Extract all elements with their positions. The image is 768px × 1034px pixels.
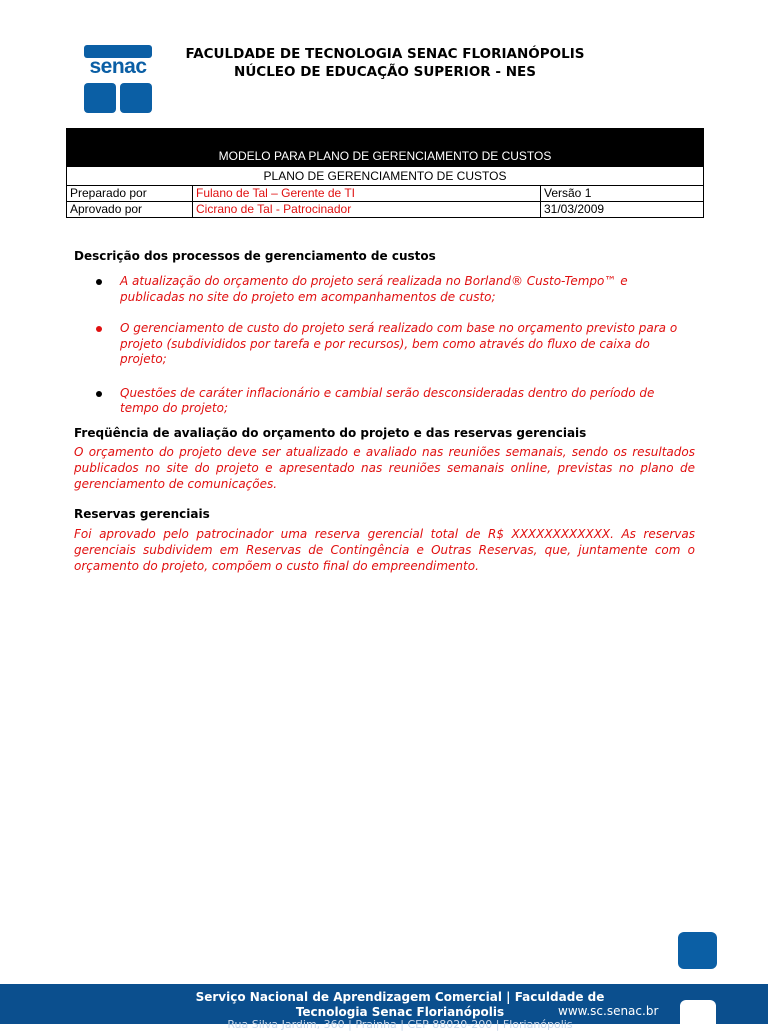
logo-square-right bbox=[120, 83, 152, 113]
prepared-by-value: Fulano de Tal – Gerente de TI bbox=[193, 186, 541, 201]
document-body bbox=[74, 248, 695, 574]
approved-by-label: Aprovado por bbox=[67, 202, 193, 217]
reserves-heading: Reservas gerenciais bbox=[74, 506, 210, 521]
prepared-by-label: Preparado por bbox=[67, 186, 193, 201]
bullet-text: Questões de caráter inflacionário e cambial serão desconsideradas dentro do período de tempo do projeto; bbox=[120, 385, 655, 415]
footer-institution: Serviço Nacional de Aprendizagem Comercial | Faculdade de Tecnologia Senac Florianópolis bbox=[195, 990, 605, 1019]
bullet-icon bbox=[96, 391, 102, 397]
model-title-bar bbox=[66, 128, 704, 166]
table-row bbox=[66, 186, 704, 202]
footer-url[interactable]: www.sc.senac.br bbox=[558, 1004, 659, 1018]
version-value: Versão 1 bbox=[544, 186, 592, 200]
list-item bbox=[74, 386, 695, 417]
institution-title: FACULDADE DE TECNOLOGIA SENAC FLORIANÓPOLIS bbox=[185, 46, 585, 62]
footer-square bbox=[680, 1000, 716, 1034]
date-value: 31/03/2009 bbox=[544, 202, 605, 216]
logo-text: senac bbox=[89, 55, 147, 78]
bullet-icon bbox=[96, 326, 102, 332]
footer-bar bbox=[0, 984, 768, 1031]
bullet-text: O gerenciamento de custo do projeto será realizado com base no orçamento previsto para o projeto (subdivididos por tarefa e por recursos), bem como através do fluxo de caixa do projeto; bbox=[120, 321, 678, 366]
model-title: MODELO PARA PLANO DE GERENCIAMENTO DE CUSTOS bbox=[218, 149, 552, 163]
plan-title-row bbox=[66, 166, 704, 186]
frequency-heading: Freqüência de avaliação do orçamento do projeto e das reservas gerenciais bbox=[74, 425, 587, 440]
logo-square-left bbox=[84, 83, 116, 113]
plan-title: PLANO DE GERENCIAMENTO DE CUSTOS bbox=[263, 169, 507, 183]
processes-heading: Descrição dos processos de gerenciamento de custos bbox=[74, 249, 436, 263]
bullet-icon bbox=[96, 279, 102, 285]
reserves-text: Foi aprovado pelo patrocinador uma reserva gerencial total de R$ XXXXXXXXXXXX. As reservas gerenciais subdividem em Reservas de Contingência e Outras Reservas, que, juntamente com o orçamento do projeto, compõem o custo final do empreendimento. bbox=[74, 526, 695, 573]
frequency-text: O orçamento do projeto deve ser atualizado e avaliado nas reuniões semanais, sendo os resultados publicados no site do projeto e apresentado nas reuniões semanais online, previstas no plano de gerenciamento de comunicações. bbox=[74, 444, 695, 491]
plan-info-table bbox=[66, 128, 704, 218]
senac-logo bbox=[84, 45, 152, 113]
list-item bbox=[74, 321, 695, 368]
approved-by-value: Cicrano de Tal - Patrocinador bbox=[193, 202, 541, 217]
bullet-text: A atualização do orçamento do projeto será realizada no Borland® Custo-Tempo™ e publicadas no site do projeto em acompanhamentos de custo; bbox=[120, 274, 628, 304]
table-row bbox=[66, 202, 704, 218]
page-corner-square bbox=[678, 932, 717, 969]
processes-list bbox=[74, 274, 695, 417]
department-title: NÚCLEO DE EDUCAÇÃO SUPERIOR - NES bbox=[234, 64, 536, 80]
footer-address: Rua Silva Jardim, 360 | Prainha | CEP 88020-200 | Florianópolis bbox=[227, 1018, 573, 1031]
list-item bbox=[74, 274, 695, 305]
